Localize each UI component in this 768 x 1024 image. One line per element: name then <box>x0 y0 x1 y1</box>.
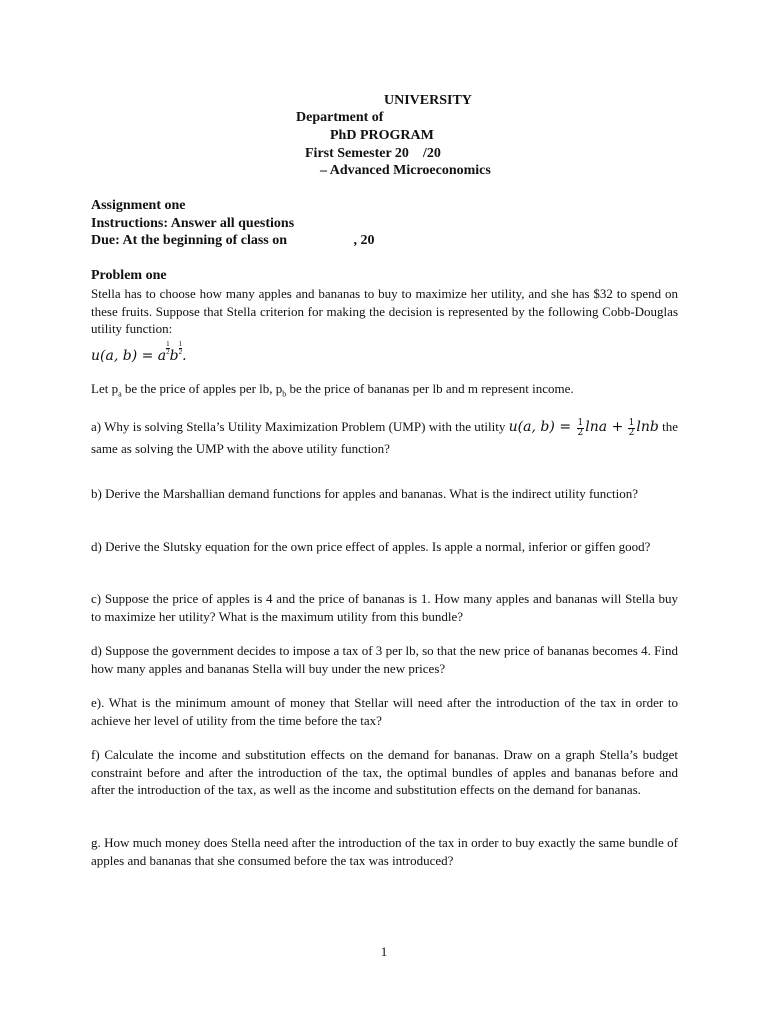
university-title: UNIVERSITY <box>384 93 472 108</box>
course-line: – Advanced Microeconomics <box>320 163 491 178</box>
utility-exponent-b: $\frac{1}{2}$ <box>178 340 183 356</box>
problem-intro: Stella has to choose how many apples and bananas to buy to maximize her utility, and she has $32 to spend on these fruits. Suppose that Stella criterion for making the decision is represented by the following Cobb-Douglas utility function: <box>91 286 678 336</box>
question-d-slutsky: d) Derive the Slutsky equation for the own price effect of apples. Is apple a normal, inferior or giffen good? <box>91 539 651 554</box>
problem-title: Problem one <box>91 268 167 283</box>
definitions-line: Let $p_a$ be the price of apples per lb, $p_b$ be the price of bananas per lb and m represent income. <box>91 381 574 399</box>
question-f: f) Calculate the income and substitution effects on the demand for bananas. Draw on a graph Stella’s budget constraint before and after the introduction of the tax, the optimal bundles of apples and bananas before and after the introduction of the tax, as well as the income and substitution effects on the demand for bananas. <box>91 747 678 797</box>
question-d-tax: d) Suppose the government decides to impose a tax of 3 per lb, so that the new price of bananas becomes 4. Find how many apples and bananas Stella will buy under the new prices? <box>91 643 678 676</box>
program-line: PhD PROGRAM <box>330 128 434 143</box>
semester-line: First Semester 20 /20 <box>305 146 441 161</box>
due-line: Due: At the beginning of class on , 20 <box>91 233 375 248</box>
utility-lhs: u(a, b) = a <box>91 348 167 364</box>
instructions-line: Instructions: Answer all questions <box>91 216 295 231</box>
fraction-half: $\frac{1}{2}$ <box>577 417 584 438</box>
page-number: 1 <box>380 944 388 959</box>
question-e: e). What is the minimum amount of money that Stellar will need after the introduction of the tax in order to achieve her level of utility from the time before the tax? <box>91 695 678 728</box>
department-line: Department of <box>296 110 384 125</box>
utility-mid: b <box>169 348 179 364</box>
question-a: a) Why is solving Stella’s Utility Maximization Problem (UMP) with the utility u(a, b) = $\frac{1}{2}$ lna + $\frac{1}{2}$ lnb the same as solving the UMP with the above utility function? <box>91 417 679 456</box>
utility-exponent-a: $\frac{1}{2}$ <box>166 340 170 356</box>
question-b: b) Derive the Marshallian demand functions for apples and bananas. What is the indirect utility function? <box>91 486 639 501</box>
assignment-title: Assignment one <box>91 198 186 213</box>
utility-function: u(a, b) = a $\frac{1}{2}$ b $\frac{1}{2}$ . <box>91 340 187 364</box>
question-c: c) Suppose the price of apples is 4 and the price of bananas is 1. How many apples and bananas will Stella buy to maximize her utility? What is the maximum utility from this bundle? <box>91 591 678 624</box>
question-g: g. How much money does Stella need after the introduction of the tax in order to buy exactly the same bundle of apples and bananas that she consumed before the tax was introduced? <box>91 835 678 868</box>
fraction-half: $\frac{1}{2}$ <box>628 417 635 438</box>
